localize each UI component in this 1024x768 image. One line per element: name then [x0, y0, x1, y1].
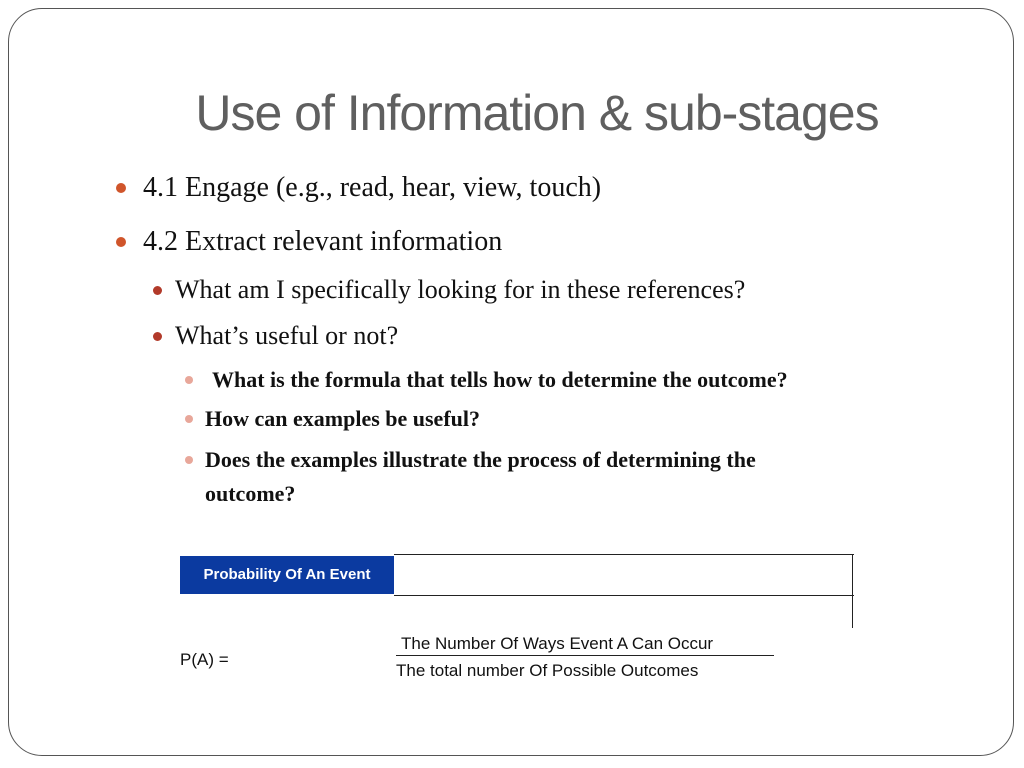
table-header-cell: Probability Of An Event: [180, 556, 394, 594]
sub-bullet-dot: [153, 332, 162, 341]
sub-sub-bullet-item: Does the examples illustrate the process of determining the: [205, 447, 756, 472]
sub-bullet-item: What’s useful or not?: [175, 321, 399, 350]
bullet-dot: [116, 237, 126, 247]
sub-sub-bullet-item: What is the formula that tells how to determine the outcome?: [212, 367, 788, 392]
sub-sub-bullet-dot: [185, 376, 193, 384]
table-row-border: [394, 595, 854, 596]
formula-denominator: The total number Of Possible Outcomes: [396, 661, 699, 680]
sub-sub-bullet-dot: [185, 415, 193, 423]
bullet-dot: [116, 183, 126, 193]
bullet-item: 4.2 Extract relevant information: [143, 226, 503, 257]
table-right-border: [852, 554, 853, 628]
sub-sub-bullet-item: How can examples be useful?: [205, 406, 480, 431]
formula-lhs: P(A) =: [180, 650, 229, 669]
sub-bullet-item: What am I specifically looking for in these references?: [175, 275, 746, 304]
sub-sub-bullet-item-continued: outcome?: [205, 481, 296, 506]
formula-numerator: The Number Of Ways Event A Can Occur: [401, 634, 714, 653]
bullet-item: 4.1 Engage (e.g., read, hear, view, touch): [143, 172, 602, 203]
page-title: Use of Information & sub-stages: [195, 85, 879, 141]
sub-bullet-dot: [153, 286, 162, 295]
fraction-bar: [396, 655, 774, 656]
table-top-border: [394, 554, 854, 555]
sub-sub-bullet-dot: [185, 456, 193, 464]
